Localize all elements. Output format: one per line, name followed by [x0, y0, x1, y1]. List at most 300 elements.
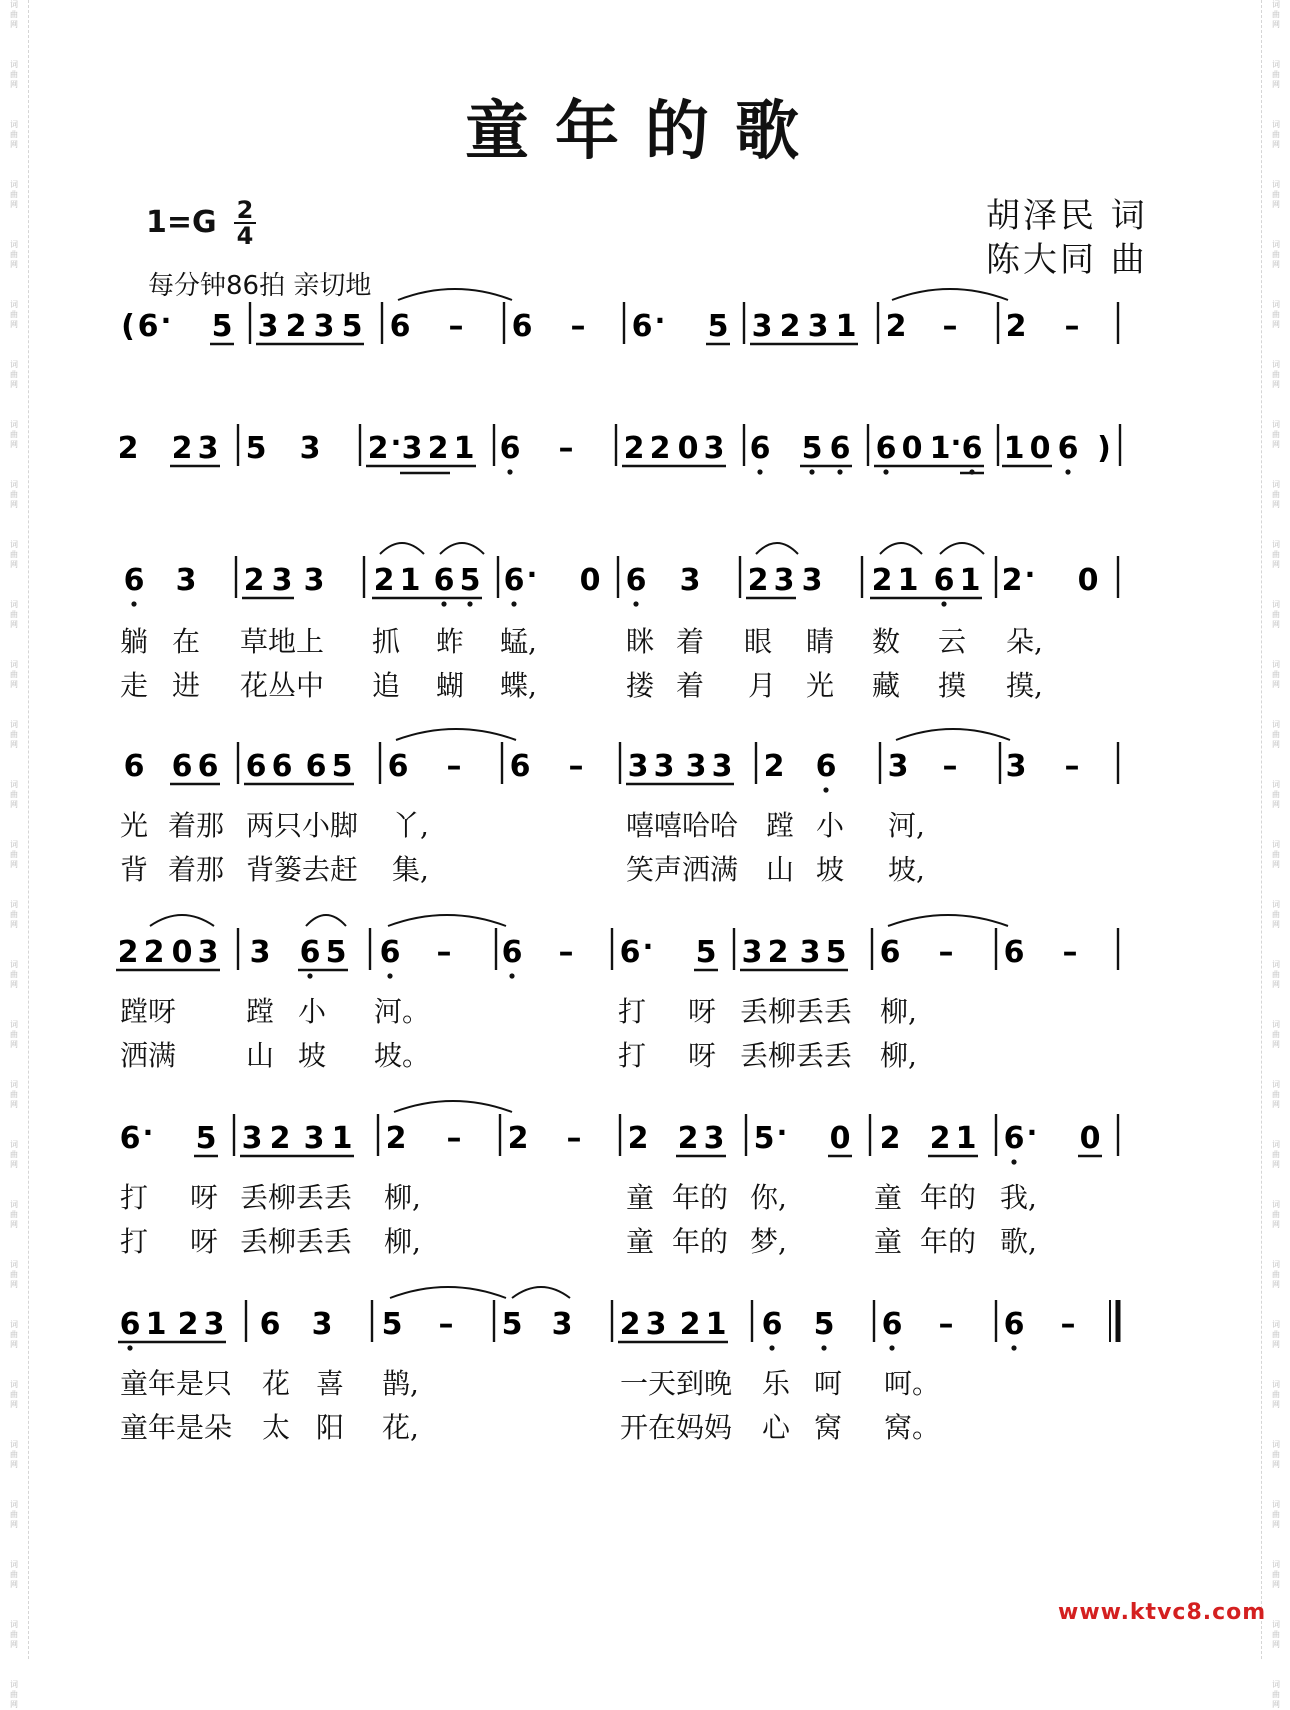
dash-note: –: [566, 1121, 582, 1156]
lyricist-credit: 胡泽民 词: [986, 196, 1148, 236]
margin-mark: 词 曲 网: [1272, 1440, 1280, 1469]
note: 6: [501, 935, 523, 970]
lyric-line-verse-2: [120, 848, 1200, 888]
lyric-word: 呀: [688, 995, 717, 1028]
lyric-word: 柳,: [880, 1039, 917, 1072]
margin-mark: 词 曲 网: [1272, 1260, 1280, 1289]
note: 6: [499, 431, 521, 466]
dash-note: –: [446, 1121, 462, 1156]
margin-mark: 词 曲 网: [10, 60, 18, 89]
note: 3: [551, 1307, 573, 1342]
note: 3: [197, 431, 219, 466]
note: 2: [677, 1121, 699, 1156]
tie-arc: [896, 729, 1010, 740]
margin-mark: 词 曲 网: [10, 120, 18, 149]
lower-octave-dot: [127, 1345, 132, 1350]
note: 2: [627, 1121, 649, 1156]
note: 2: [427, 431, 449, 466]
lyric-word: 眼: [744, 625, 773, 658]
note: 6: [299, 935, 321, 970]
note: ): [1097, 431, 1111, 466]
lyric-word: 打: [120, 1225, 149, 1258]
note: 5: [381, 1307, 403, 1342]
lyric-word: 洒满: [120, 1039, 177, 1072]
lyric-word: 背篓去赶: [246, 853, 359, 886]
note: 6: [503, 563, 525, 598]
margin-mark: 词 曲 网: [1272, 1080, 1280, 1109]
note: 0: [901, 431, 923, 466]
margin-mark: 词 曲 网: [1272, 1500, 1280, 1529]
notation-line: [116, 915, 1118, 979]
lyric-word: 集,: [392, 853, 429, 886]
lower-octave-dot: [769, 1345, 774, 1350]
note: 6: [123, 563, 145, 598]
time-signature-denominator: 4: [236, 222, 254, 250]
note: 1: [145, 1307, 167, 1342]
note: 3: [401, 431, 423, 466]
lyric-word: 呀: [688, 1039, 717, 1072]
note: 6: [197, 749, 219, 784]
margin-mark: 词 曲 网: [10, 1560, 18, 1589]
margin-mark: 词 曲 网: [10, 900, 18, 929]
notation-line: [118, 424, 1120, 475]
note: 5: [707, 309, 729, 344]
lyric-word: 草地上: [240, 625, 325, 658]
margin-mark: 词 曲 网: [10, 780, 18, 809]
margin-mark: 词 曲 网: [10, 360, 18, 389]
margin-mark: 词 曲 网: [1272, 0, 1280, 29]
lyric-word: 蹚: [246, 995, 275, 1028]
note: 3: [303, 563, 325, 598]
note: 6: [961, 431, 983, 466]
dash-note: –: [568, 749, 584, 784]
lyric-word: 追: [372, 669, 401, 702]
note: 3: [685, 749, 707, 784]
lyric-word: 抓: [372, 625, 401, 658]
note: 6: [259, 1307, 281, 1342]
notation-line: [121, 289, 1118, 344]
note: 3: [645, 1307, 667, 1342]
tie-arc: [394, 1101, 512, 1112]
note: 3: [197, 935, 219, 970]
note: 0: [1077, 563, 1099, 598]
margin-mark: 词 曲 网: [1272, 900, 1280, 929]
lyric-word: 一天到晚: [620, 1367, 733, 1400]
lyric-line-verse-1: [120, 804, 1200, 844]
lyric-word: 着那: [168, 853, 225, 886]
dash-note: –: [558, 935, 574, 970]
lower-octave-dot: [511, 601, 516, 606]
margin-mark: 词 曲 网: [1272, 1380, 1280, 1409]
margin-mark: 词 曲 网: [1272, 840, 1280, 869]
margin-mark: 词 曲 网: [10, 1200, 18, 1229]
note: 3: [703, 1121, 725, 1156]
note: 3: [773, 563, 795, 598]
note: 2: [171, 431, 193, 466]
lyric-word: 打: [618, 1039, 647, 1072]
margin-mark: 词 曲 网: [10, 1500, 18, 1529]
margin-mark: 词 曲 网: [10, 1440, 18, 1469]
lyric-word: 童年是只: [120, 1367, 233, 1400]
lyric-word: 月: [748, 669, 777, 702]
note: 3: [799, 935, 821, 970]
lyric-line-verse-2: [120, 664, 1200, 704]
note: 2: [619, 1307, 641, 1342]
lyric-line-verse-2: [120, 1220, 1200, 1260]
lyric-word: 蝴: [436, 669, 465, 702]
margin-mark: 词 曲 网: [10, 240, 18, 269]
dash-note: –: [558, 431, 574, 466]
margin-mark: 词 曲 网: [10, 300, 18, 329]
lyric-word: 心: [762, 1411, 791, 1444]
lyric-word: 坡: [298, 1039, 327, 1072]
margin-mark: 词 曲 网: [10, 840, 18, 869]
lyric-word: 鹊,: [382, 1367, 419, 1400]
lyric-line-verse-1: [120, 620, 1200, 660]
note: 1: [955, 1121, 977, 1156]
lyric-word: 窝: [814, 1411, 843, 1444]
lower-octave-dot: [387, 973, 392, 978]
note: 5: [325, 935, 347, 970]
lyric-word: 小: [816, 809, 845, 842]
note: 1: [705, 1307, 727, 1342]
tempo-marking: 每分钟86拍 亲切地: [148, 271, 372, 301]
lyric-line-verse-1: [120, 1176, 1200, 1216]
key-signature: 1=G: [146, 205, 217, 240]
lyric-word: 摸,: [1006, 669, 1043, 702]
note: 2: [1005, 309, 1027, 344]
note: 5: [341, 309, 363, 344]
lyric-word: 柳,: [384, 1225, 421, 1258]
note: 2: [243, 563, 265, 598]
lower-octave-dot: [1065, 469, 1070, 474]
note: 3: [241, 1121, 263, 1156]
note: 6: [433, 563, 455, 598]
lyric-word: 喜: [316, 1367, 345, 1400]
margin-mark: 词 曲 网: [10, 660, 18, 689]
lyric-word: 乐: [762, 1367, 791, 1400]
note: 5: [211, 309, 233, 344]
note: 2: [879, 1121, 901, 1156]
margin-mark: 词 曲 网: [1272, 240, 1280, 269]
note: 3: [751, 309, 773, 344]
lyric-word: 年的: [672, 1181, 729, 1214]
dash-note: –: [942, 749, 958, 784]
note: (: [121, 309, 135, 344]
note: 6: [631, 309, 653, 344]
note: 3: [807, 309, 829, 344]
lower-octave-dot: [509, 973, 514, 978]
augmentation-dot: ·: [526, 558, 538, 591]
note: 3: [679, 563, 701, 598]
site-watermark: www.ktvc8.com: [1058, 1600, 1267, 1625]
note: 0: [829, 1121, 851, 1156]
note: 3: [711, 749, 733, 784]
note: 6: [1057, 431, 1079, 466]
lower-octave-dot: [1011, 1159, 1016, 1164]
margin-mark: 词 曲 网: [1272, 660, 1280, 689]
dash-note: –: [570, 309, 586, 344]
tie-arc: [880, 543, 922, 554]
lyric-word: 窝。: [884, 1411, 941, 1444]
note: 2: [285, 309, 307, 344]
note: 0: [171, 935, 193, 970]
lyric-word: 小: [298, 995, 327, 1028]
lyric-word: 藏: [872, 669, 901, 702]
margin-mark: 词 曲 网: [10, 0, 18, 29]
note: 6: [1003, 1307, 1025, 1342]
tie-arc: [512, 1287, 570, 1298]
note: 6: [881, 1307, 903, 1342]
margin-mark: 词 曲 网: [10, 1680, 18, 1709]
lower-octave-dot: [889, 1345, 894, 1350]
lyric-word: 笑声洒满: [626, 853, 739, 886]
margin-mark: 词 曲 网: [1272, 1020, 1280, 1049]
note: 3: [801, 563, 823, 598]
note: 6: [387, 749, 409, 784]
note: 6: [123, 749, 145, 784]
lyric-word: 数: [872, 625, 901, 658]
lyric-word: 河。: [374, 995, 431, 1028]
lyric-word: 蜢,: [500, 625, 537, 658]
augmentation-dot: ·: [1026, 1116, 1038, 1149]
note: 6: [511, 309, 533, 344]
composer-credit: 陈大同 曲: [986, 240, 1148, 280]
note: 3: [303, 1121, 325, 1156]
note: 6: [137, 309, 159, 344]
lyric-word: 丢柳丢丢: [240, 1181, 353, 1214]
lyric-word: 花丛中: [240, 669, 325, 702]
note: 6: [619, 935, 641, 970]
note: 2: [507, 1121, 529, 1156]
note: 6: [829, 431, 851, 466]
dash-note: –: [438, 1307, 454, 1342]
note: 3: [741, 935, 763, 970]
tie-arc: [150, 915, 214, 926]
lyric-word: 眯: [626, 625, 655, 658]
lower-octave-dot: [633, 601, 638, 606]
note: 3: [249, 935, 271, 970]
note: 3: [887, 749, 909, 784]
margin-mark: 词 曲 网: [1272, 480, 1280, 509]
lyric-word: 花,: [382, 1411, 419, 1444]
lyric-word: 年的: [920, 1225, 977, 1258]
margin-mark: 词 曲 网: [1272, 1140, 1280, 1169]
lyric-word: 柳,: [880, 995, 917, 1028]
dash-note: –: [446, 749, 462, 784]
note: 5: [753, 1121, 775, 1156]
augmentation-dot: ·: [1024, 558, 1036, 591]
note: 5: [501, 1307, 523, 1342]
lower-octave-dot: [467, 601, 472, 606]
lyric-word: 歌,: [1000, 1225, 1037, 1258]
dash-note: –: [938, 935, 954, 970]
lyric-line-verse-2: [120, 1406, 1200, 1446]
lyric-word: 着: [676, 625, 705, 658]
lyric-word: 丢柳丢丢: [740, 995, 853, 1028]
lyric-word: 太: [262, 1411, 291, 1444]
dash-note: –: [942, 309, 958, 344]
lyric-word: 着那: [168, 809, 225, 842]
tie-arc: [398, 289, 512, 300]
lyric-word: 坡: [816, 853, 845, 886]
margin-mark: 词 曲 网: [10, 1140, 18, 1169]
lyric-line-verse-1: [120, 990, 1200, 1030]
tie-arc: [388, 915, 506, 926]
lyric-word: 背: [120, 853, 149, 886]
margin-mark: 词 曲 网: [1272, 960, 1280, 989]
lower-octave-dot: [1011, 1345, 1016, 1350]
note: 6: [379, 935, 401, 970]
note: 6: [875, 431, 897, 466]
note: 3: [175, 563, 197, 598]
note: 3: [653, 749, 675, 784]
tie-arc: [892, 289, 1008, 300]
lyric-word: 蹚: [766, 809, 795, 842]
margin-mark: 词 曲 网: [10, 480, 18, 509]
lower-octave-dot: [823, 787, 828, 792]
margin-mark: 词 曲 网: [10, 1080, 18, 1109]
lyric-word: 蹚呀: [120, 995, 177, 1028]
tie-arc: [306, 915, 346, 926]
margin-mark: 词 曲 网: [1272, 540, 1280, 569]
note: 3: [703, 431, 725, 466]
margin-mark: 词 曲 网: [1272, 1320, 1280, 1349]
lyric-line-verse-2: [120, 1034, 1200, 1074]
note: 6: [933, 563, 955, 598]
note: 2: [117, 431, 139, 466]
lyric-word: 蚱: [436, 625, 465, 658]
note: 1: [1003, 431, 1025, 466]
note: 1: [331, 1121, 353, 1156]
lyric-word: 在: [172, 625, 201, 658]
lyric-word: 阳: [316, 1411, 345, 1444]
margin-mark: 词 曲 网: [10, 720, 18, 749]
tie-arc: [390, 1287, 506, 1298]
note: 5: [195, 1121, 217, 1156]
note: 2: [679, 1307, 701, 1342]
lyric-word: 打: [618, 995, 647, 1028]
lower-octave-dot: [941, 601, 946, 606]
lyric-word: 年的: [920, 1181, 977, 1214]
dash-note: –: [436, 935, 452, 970]
note: 5: [245, 431, 267, 466]
lyric-word: 打: [120, 1181, 149, 1214]
lyric-word: 坡,: [888, 853, 925, 886]
note: 2: [117, 935, 139, 970]
lower-octave-dot: [809, 469, 814, 474]
margin-mark: 词 曲 网: [1272, 60, 1280, 89]
note: 6: [305, 749, 327, 784]
note: 2: [143, 935, 165, 970]
note: 1: [929, 431, 951, 466]
lyric-word: 嘻嘻哈哈: [626, 809, 739, 842]
note: 5: [459, 563, 481, 598]
note: 0: [1079, 1121, 1101, 1156]
lyric-word: 河,: [888, 809, 925, 842]
augmentation-dot: ·: [776, 1116, 788, 1149]
lyric-line-verse-1: [120, 1362, 1200, 1402]
lyric-word: 柳,: [384, 1181, 421, 1214]
lower-octave-dot: [821, 1345, 826, 1350]
lyric-word: 年的: [672, 1225, 729, 1258]
note: 0: [677, 431, 699, 466]
tie-arc: [380, 543, 424, 554]
lyric-word: 你,: [750, 1181, 787, 1214]
tie-arc: [440, 543, 484, 554]
dash-note: –: [938, 1307, 954, 1342]
note: 6: [879, 935, 901, 970]
lyric-word: 蝶,: [500, 669, 537, 702]
augmentation-dot: ·: [950, 426, 962, 459]
lyric-word: 童: [874, 1225, 903, 1258]
margin-mark: 词 曲 网: [1272, 1620, 1280, 1649]
lyric-word: 山: [246, 1039, 275, 1072]
note: 6: [119, 1307, 141, 1342]
lyric-word: 山: [766, 853, 795, 886]
note: 1: [959, 563, 981, 598]
margin-mark: 词 曲 网: [1272, 600, 1280, 629]
note: 6: [761, 1307, 783, 1342]
note: 2: [747, 563, 769, 598]
lower-octave-dot: [307, 973, 312, 978]
margin-mark: 词 曲 网: [1272, 120, 1280, 149]
note: 5: [813, 1307, 835, 1342]
lyric-word: 光: [120, 809, 149, 842]
margin-mark: 词 曲 网: [10, 180, 18, 209]
note: 3: [313, 309, 335, 344]
notation-line: [118, 1287, 1118, 1351]
margin-mark: 词 曲 网: [10, 1320, 18, 1349]
margin-mark: 词 曲 网: [10, 1620, 18, 1649]
lower-octave-dot: [507, 469, 512, 474]
note: 6: [389, 309, 411, 344]
note: 2: [929, 1121, 951, 1156]
lyric-word: 花: [262, 1367, 291, 1400]
notation-line: [124, 543, 1118, 607]
note: 2: [367, 431, 389, 466]
note: 2: [269, 1121, 291, 1156]
note: 2: [649, 431, 671, 466]
note: 6: [119, 1121, 141, 1156]
margin-mark: 词 曲 网: [1272, 360, 1280, 389]
lyric-word: 丢柳丢丢: [740, 1039, 853, 1072]
lyric-word: 走: [120, 669, 149, 702]
margin-mark: 词 曲 网: [10, 1020, 18, 1049]
margin-mark: 词 曲 网: [1272, 300, 1280, 329]
margin-mark: 词 曲 网: [1272, 1560, 1280, 1589]
note: 0: [1029, 431, 1051, 466]
note: 2: [1001, 563, 1023, 598]
note: 6: [749, 431, 771, 466]
tie-arc: [396, 729, 516, 740]
lyric-word: 进: [172, 669, 201, 702]
lyric-word: 躺: [120, 625, 149, 658]
lyric-word: 摸: [938, 669, 967, 702]
lyric-word: 童: [626, 1181, 655, 1214]
lyric-word: 童: [874, 1181, 903, 1214]
lower-octave-dot: [441, 601, 446, 606]
notation-line: [124, 729, 1118, 793]
augmentation-dot: ·: [390, 426, 402, 459]
dash-note: –: [448, 309, 464, 344]
lyric-word: 童年是朵: [120, 1411, 233, 1444]
lyric-word: 我,: [1000, 1181, 1037, 1214]
notation-line: [120, 1101, 1118, 1165]
note: 1: [835, 309, 857, 344]
lyric-word: 着: [676, 669, 705, 702]
margin-mark: 词 曲 网: [1272, 720, 1280, 749]
